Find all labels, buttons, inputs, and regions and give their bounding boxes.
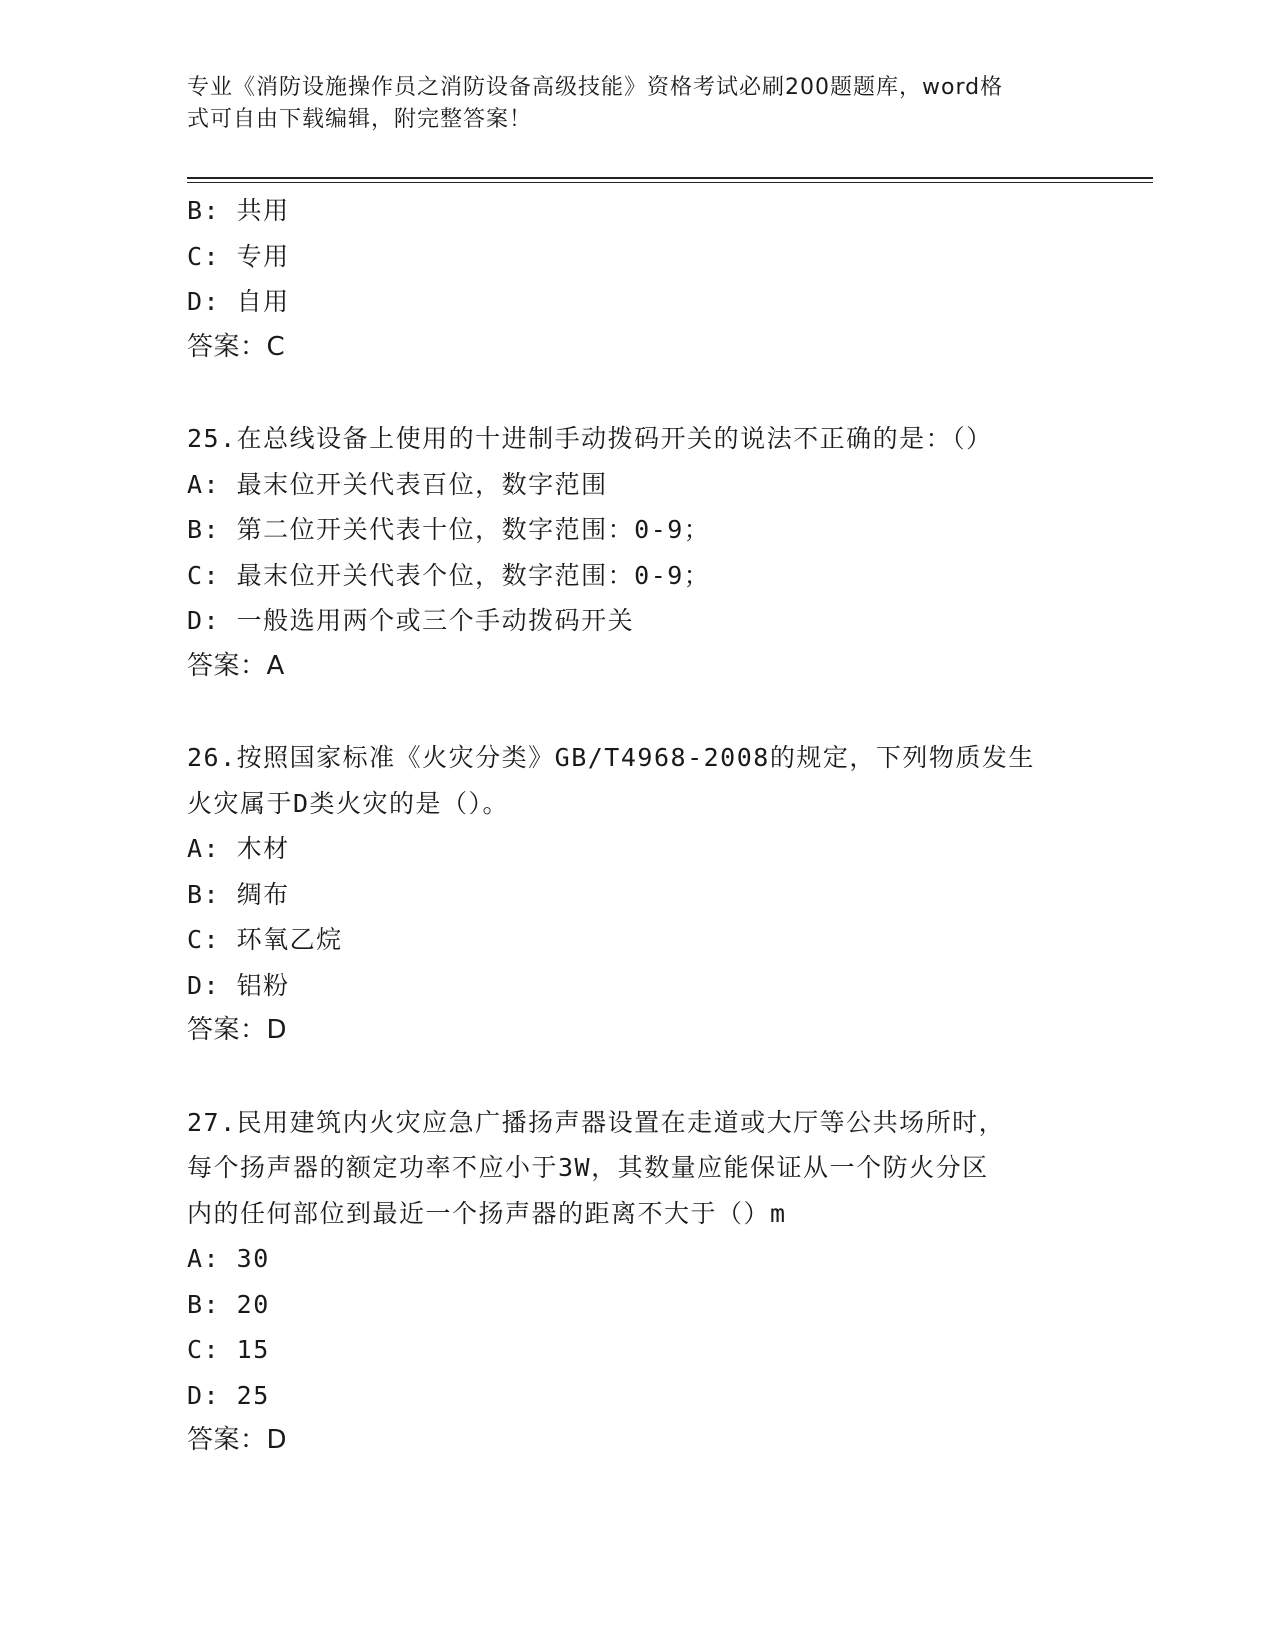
answer-line: 答案：D xyxy=(187,1015,288,1045)
header-line-2: 式可自由下载编辑，附完整答案！ xyxy=(187,107,533,132)
option-c: C: 15 xyxy=(187,1335,270,1364)
spacer xyxy=(187,370,1067,416)
option-d: D: 25 xyxy=(187,1380,270,1410)
question-list xyxy=(187,188,1067,1464)
option-d: D: 铝粉 xyxy=(187,970,290,1000)
option-b: B: 20 xyxy=(187,1289,270,1319)
option-d: D: 一般选用两个或三个手动拨码开关 xyxy=(187,606,635,635)
option-c: C: 最末位开关代表个位，数字范围：0-9； xyxy=(187,560,711,590)
document-header xyxy=(187,72,1067,136)
question-24-continued xyxy=(187,188,1067,370)
header-line-1: 专业《消防设施操作员之消防设备高级技能》资格考试必刷200题题库，word格 xyxy=(187,75,1004,100)
spacer xyxy=(187,689,1067,735)
question-stem-line-2: 每个扬声器的额定功率不应小于3W，其数量应能保证从一个防火分区 xyxy=(187,1153,989,1182)
option-a: A: 木材 xyxy=(187,834,290,863)
option-b: B: 绸布 xyxy=(187,879,290,909)
header-divider-thin xyxy=(187,182,1153,183)
answer-line: 答案：C xyxy=(187,331,286,362)
question-stem-line-1: 26.按照国家标准《火灾分类》GB/T4968-2008的规定，下列物质发生 xyxy=(187,743,1035,772)
option-c: C: 专用 xyxy=(187,241,290,271)
question-26 xyxy=(187,735,1067,1054)
option-b: B: 第二位开关代表十位，数字范围：0-9； xyxy=(187,515,711,544)
question-stem-line-2: 火灾属于D类火灾的是（）。 xyxy=(187,788,510,818)
header-divider-thick xyxy=(187,177,1153,179)
option-b: B: 共用 xyxy=(187,196,290,225)
answer-line: 答案：A xyxy=(187,650,285,681)
question-stem-line-1: 27.民用建筑内火灾应急广播扬声器设置在走道或大厅等公共场所时， xyxy=(187,1107,1006,1137)
spacer xyxy=(187,1054,1067,1100)
option-d: D: 自用 xyxy=(187,287,290,316)
answer-line: 答案：D xyxy=(187,1425,288,1455)
option-c: C: 环氧乙烷 xyxy=(187,925,343,954)
question-27 xyxy=(187,1100,1067,1464)
question-stem: 25.在总线设备上使用的十进制手动拨码开关的说法不正确的是：（） xyxy=(187,424,993,453)
question-stem-line-3: 内的任何部位到最近一个扬声器的距离不大于（）m xyxy=(187,1198,787,1228)
option-a: A: 30 xyxy=(187,1244,270,1273)
question-25 xyxy=(187,416,1067,689)
option-a: A: 最末位开关代表百位，数字范围 xyxy=(187,469,608,499)
